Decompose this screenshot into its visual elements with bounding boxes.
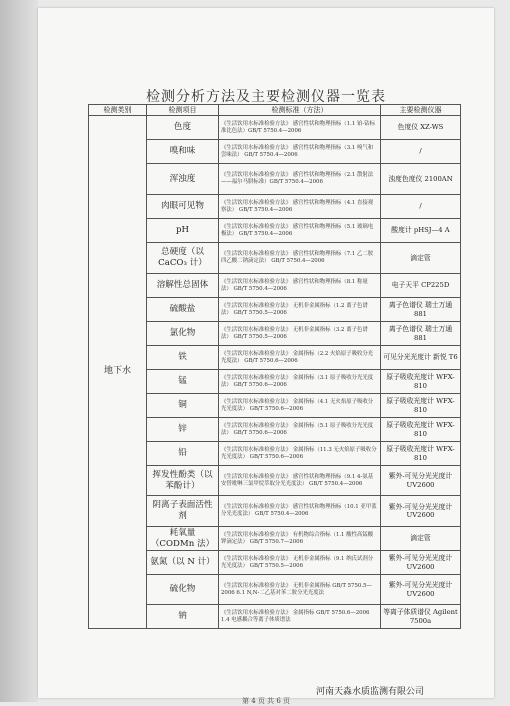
document-page	[38, 8, 494, 705]
method-cell: 《生活饮用水标准检验方法》 感官性状和物理指标（7.1 乙二胺四乙酸二钠滴定法） GB/T 5750.4—2006	[219, 243, 381, 274]
method-cell: 《生活饮用水标准检验方法》 无机非金属指标 GB/T 5750.5—2006 6.1 N,N-二乙基对苯二胺分光光度法	[219, 575, 381, 605]
item-cell: 耗氧量（CODMn 法）	[147, 527, 219, 551]
method-cell: 《生活饮用水标准检验方法》 有机物综合指标（1.1 酸性高锰酸钾滴定法） GB/T 5750.7—2006	[219, 527, 381, 551]
method-cell: 《生活饮用水标准检验方法》 无机非金属指标（3.2 离子色谱法） GB/T 5750.5—2006	[219, 322, 381, 346]
table-row	[89, 116, 461, 140]
category-cell: 地下水	[89, 116, 147, 629]
document-title: 检测分析方法及主要检测仪器一览表	[146, 89, 386, 105]
organization-name: 河南天淼水质监测有限公司	[316, 687, 425, 697]
item-cell: 硫酸盐	[147, 298, 219, 322]
method-cell: 《生活饮用水标准检验方法》 感官性状和物理指标（10.1 亚甲蓝分光光度法） GB/T 5750.4—2006	[219, 496, 381, 527]
method-cell: 《生活饮用水标准检验方法》 无机非金属指标（9.1 纳氏试剂分光光度法） GB/T 5750.5—2006	[219, 551, 381, 575]
item-cell: 嗅和味	[147, 140, 219, 164]
item-cell: 总硬度（以 CaCO₃ 计）	[147, 243, 219, 274]
header-method: 检测标准（方法）	[219, 105, 381, 116]
header-category: 检测类别	[89, 105, 147, 116]
item-cell: 硫化物	[147, 575, 219, 605]
item-cell: 铜	[147, 394, 219, 418]
item-cell: 铁	[147, 346, 219, 370]
instrument-cell: 可见分光光度计 新悦 T6	[381, 346, 461, 370]
item-cell: 溶解性总固体	[147, 274, 219, 298]
method-cell: 《生活饮用水标准检验方法》 感官性状和物理指标（3.1 嗅气和尝味法） GB/T 5750.4—2006	[219, 140, 381, 164]
method-cell: 《生活饮用水标准检验方法》 感官性状和物理指标（5.1 玻璃电极法） GB/T 5750.4—2006	[219, 219, 381, 243]
item-cell: 氨氮（以 N 计）	[147, 551, 219, 575]
method-cell: 《生活饮用水标准检验方法》 感官性状和物理指标（2.1 散射法——福尔马肼标准）GB/T 5750.4—2006	[219, 164, 381, 195]
item-cell: 阴离子表面活性剂	[147, 496, 219, 527]
method-cell: 《生活饮用水标准检验方法》 金属指标（4.1 无火焰原子吸收分光光度法） GB/T 5750.6—2006	[219, 394, 381, 418]
item-cell: 色度	[147, 116, 219, 140]
table-body	[89, 116, 461, 629]
item-cell: 氯化物	[147, 322, 219, 346]
item-cell: 铅	[147, 442, 219, 466]
scan-edge-shadow	[0, 0, 38, 702]
instrument-cell: /	[381, 140, 461, 164]
instrument-cell: 原子吸收光度计 WFX-810	[381, 370, 461, 394]
item-cell: 钠	[147, 605, 219, 629]
method-cell: 《生活饮用水标准检验方法》 金属指标（3.1 原子吸收分光光度法） GB/T 5750.6—2006	[219, 370, 381, 394]
method-cell: 《生活饮用水标准检验方法》 金属指标（11.3 无火焰原子吸收分光光度法） GB/T 5750.6—2006	[219, 442, 381, 466]
instrument-cell: 滴定管	[381, 243, 461, 274]
instrument-cell: 酸度计 pHSJ—4 A	[381, 219, 461, 243]
method-cell: 《生活饮用水标准检验方法》 金属指标（2.2 火焰原子吸收分光光度法） GB/T 5750.6—2006	[219, 346, 381, 370]
instrument-cell: 离子色谱仪 瑞士万通 881	[381, 322, 461, 346]
table-header-row	[89, 105, 461, 116]
instrument-cell: 浊度色度仪 2100AN	[381, 164, 461, 195]
instrument-cell: 紫外-可见分光光度计 UV2600	[381, 466, 461, 496]
item-cell: pH	[147, 219, 219, 243]
item-cell: 锰	[147, 370, 219, 394]
instrument-cell: 原子吸收光度计 WFX-810	[381, 394, 461, 418]
instrument-cell: 等离子体质谱仪 Agilent 7500a	[381, 605, 461, 629]
item-cell: 浑浊度	[147, 164, 219, 195]
instrument-cell: 滴定管	[381, 527, 461, 551]
method-cell: 《生活饮用水标准检验方法》 金属指标（5.1 原子吸收分光光度法） GB/T 5750.6—2006	[219, 418, 381, 442]
instrument-cell: 原子吸收光度计 WFX-810	[381, 442, 461, 466]
item-cell: 肉眼可见物	[147, 195, 219, 219]
instrument-cell: 离子色谱仪 瑞士万通 881	[381, 298, 461, 322]
instrument-cell: 色度仪 XZ-WS	[381, 116, 461, 140]
item-cell: 锌	[147, 418, 219, 442]
header-item: 检测项目	[147, 105, 219, 116]
page-number: 第 4 页 共 6 页	[241, 697, 291, 705]
method-cell: 《生活饮用水标准检验方法》 无机非金属指标（1.2 离子色谱法） GB/T 5750.5—2006	[219, 298, 381, 322]
instrument-cell: 紫外-可见分光光度计 UV2600	[381, 496, 461, 527]
instrument-cell: 电子天平 CP225D	[381, 274, 461, 298]
method-cell: 《生活饮用水标准检验方法》 感官性状和物理指标（8.1 称量法） GB/T 5750.4—2006	[219, 274, 381, 298]
method-cell: 《生活饮用水标准检验方法》 感官性状和物理指标（4.1 直接观察法） GB/T 5750.4—2006	[219, 195, 381, 219]
header-instrument: 主要检测仪器	[381, 105, 461, 116]
instrument-cell: /	[381, 195, 461, 219]
instrument-cell: 紫外-可见分光光度计 UV2600	[381, 551, 461, 575]
method-cell: 《生活饮用水标准检验方法》 金属指标 GB/T 5750.6—2006 1.4 电感耦合等离子体质谱法	[219, 605, 381, 629]
instrument-cell: 紫外-可见分光光度计 UV2600	[381, 575, 461, 605]
method-cell: 《生活饮用水标准检验方法》 感官性状和物理指标（9.1 4-氨基安替吡啉三氯甲烷萃取分光光度法） GB/T 5750.4—2006	[219, 466, 381, 496]
methods-table	[88, 104, 461, 629]
instrument-cell: 原子吸收光度计 WFX-810	[381, 418, 461, 442]
method-cell: 《生活饮用水标准检验方法》 感官性状和物理指标（1.1 铂-钴标准比色法）GB/T 5750.4—2006	[219, 116, 381, 140]
item-cell: 挥发性酚类（以苯酚计）	[147, 466, 219, 496]
